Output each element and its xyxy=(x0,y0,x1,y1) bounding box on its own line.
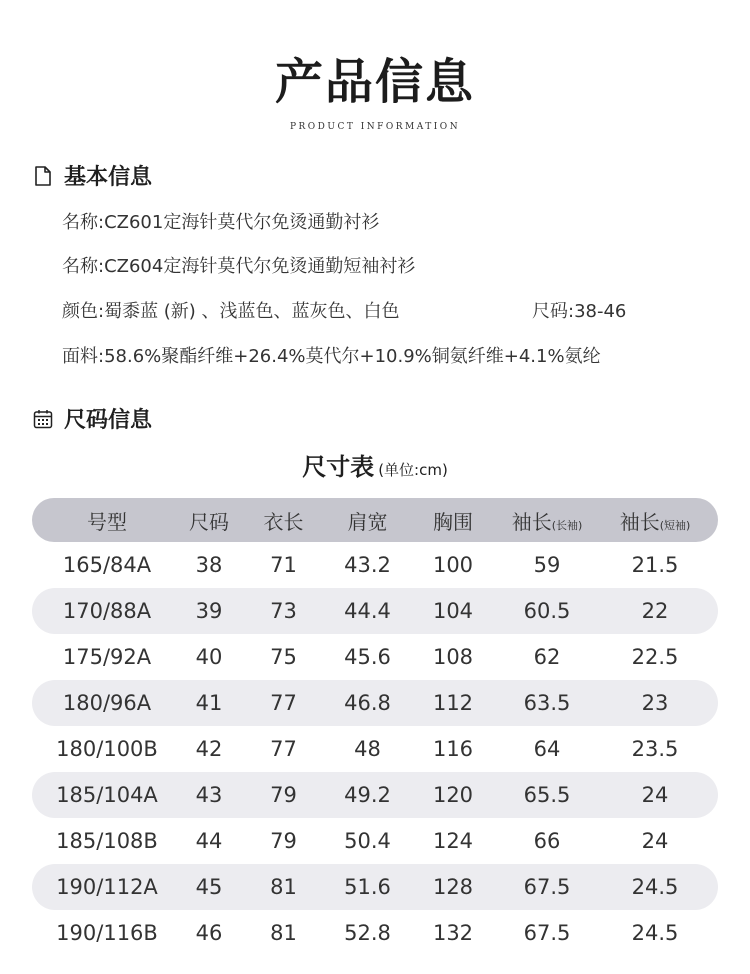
table-cell: 65.5 xyxy=(523,783,571,807)
table-cell: 185/104A xyxy=(56,783,158,807)
table-cell: 60.5 xyxy=(523,599,571,623)
table-cell: 73 xyxy=(270,599,297,623)
color-line xyxy=(62,297,627,323)
table-cell: 79 xyxy=(270,783,297,807)
page-header xyxy=(0,52,750,132)
table-cell: 62 xyxy=(533,645,561,669)
header-cell-short-sleeve: 袖长(短袖) xyxy=(619,509,691,534)
table-cell: 38 xyxy=(195,553,223,577)
table-cell: 67.5 xyxy=(523,875,571,899)
table-row xyxy=(32,726,718,772)
table-cell: 46 xyxy=(195,921,223,945)
table-cell: 43.2 xyxy=(344,553,391,577)
table-cell: 116 xyxy=(432,737,474,761)
table-cell: 45.6 xyxy=(344,645,391,669)
table-cell: 75 xyxy=(270,645,297,669)
table-cell: 49.2 xyxy=(344,783,391,807)
header-cell-size: 尺码 xyxy=(189,509,229,534)
table-cell: 81 xyxy=(270,921,297,945)
table-cell: 41 xyxy=(195,691,223,715)
table-cell: 23 xyxy=(641,691,669,715)
table-cell: 120 xyxy=(432,783,474,807)
table-cell: 44.4 xyxy=(344,599,391,623)
table-cell: 180/100B xyxy=(56,737,158,761)
basic-info-title: 基本信息 xyxy=(64,165,153,190)
table-cell: 100 xyxy=(432,553,474,577)
table-cell: 42 xyxy=(195,737,223,761)
table-cell: 23.5 xyxy=(631,737,679,761)
size-table xyxy=(32,498,718,956)
table-cell: 64 xyxy=(533,737,561,761)
table-cell: 190/112A xyxy=(56,875,158,899)
table-cell: 124 xyxy=(432,829,474,853)
header-cell-length: 衣长 xyxy=(263,509,304,534)
table-cell: 67.5 xyxy=(523,921,571,945)
table-cell: 40 xyxy=(195,645,223,669)
table-cell: 71 xyxy=(270,553,297,577)
basic-info-heading xyxy=(32,160,152,191)
table-cell: 43 xyxy=(195,783,223,807)
table-cell: 63.5 xyxy=(523,691,571,715)
size-range-text: 尺码:38-46 xyxy=(532,301,627,322)
table-cell: 66 xyxy=(533,829,561,853)
table-cell: 52.8 xyxy=(344,921,391,945)
header-cell-model: 号型 xyxy=(87,509,127,534)
header-cell-chest: 胸围 xyxy=(433,509,473,534)
table-cell: 24 xyxy=(641,783,669,807)
table-cell: 50.4 xyxy=(344,829,391,853)
table-cell: 170/88A xyxy=(62,599,152,623)
table-cell: 51.6 xyxy=(344,875,391,899)
fabric-line: 面料:58.6%聚酯纤维+26.4%莫代尔+10.9%铜氨纤维+4.1%氨纶 xyxy=(62,346,601,367)
table-cell: 24 xyxy=(641,829,669,853)
table-cell: 22 xyxy=(641,599,669,623)
table-row xyxy=(32,542,718,588)
table-row xyxy=(32,910,718,956)
table-cell: 79 xyxy=(270,829,297,853)
table-cell: 128 xyxy=(432,875,474,899)
size-info-heading xyxy=(32,403,152,434)
table-cell: 39 xyxy=(195,599,223,623)
table-cell: 165/84A xyxy=(62,553,152,577)
table-cell: 175/92A xyxy=(62,645,152,669)
table-row xyxy=(32,634,718,680)
table-cell: 59 xyxy=(533,553,561,577)
header-cell-shoulder: 肩宽 xyxy=(347,509,388,534)
table-cell: 112 xyxy=(432,691,474,715)
table-row xyxy=(32,772,718,818)
size-table-header xyxy=(32,498,718,542)
table-row xyxy=(32,864,718,910)
table-cell: 77 xyxy=(270,691,297,715)
size-table-title xyxy=(0,447,750,482)
table-cell: 81 xyxy=(270,875,297,899)
table-cell: 45 xyxy=(195,875,223,899)
page-subtitle: PRODUCT INFORMATION xyxy=(289,122,461,132)
table-cell: 180/96A xyxy=(62,691,152,715)
table-cell: 24.5 xyxy=(631,875,679,899)
table-cell: 185/108B xyxy=(56,829,158,853)
color-text: 颜色:蜀黍蓝 (新) 、浅蓝色、蓝灰色、白色 xyxy=(62,301,400,322)
calendar-icon xyxy=(32,408,54,430)
document-icon xyxy=(32,165,54,187)
table-cell: 46.8 xyxy=(344,691,391,715)
size-info-title: 尺码信息 xyxy=(64,408,153,433)
table-row xyxy=(32,818,718,864)
table-row xyxy=(32,680,718,726)
size-table-body xyxy=(32,542,718,956)
table-cell: 22.5 xyxy=(631,645,679,669)
product-name-2: 名称:CZ604定海针莫代尔免烫通勤短袖衬衫 xyxy=(62,256,416,277)
size-table-unit: (单位:cm) xyxy=(378,461,448,479)
table-row xyxy=(32,588,718,634)
table-cell: 108 xyxy=(432,645,474,669)
size-table-title-text: 尺寸表 xyxy=(302,453,375,481)
table-cell: 21.5 xyxy=(631,553,679,577)
product-name-1: 名称:CZ601定海针莫代尔免烫通勤衬衫 xyxy=(62,212,380,233)
table-cell: 48 xyxy=(354,737,381,761)
table-cell: 104 xyxy=(432,599,474,623)
table-cell: 77 xyxy=(270,737,297,761)
table-cell: 190/116B xyxy=(56,921,158,945)
header-cell-long-sleeve: 袖长(长袖) xyxy=(511,509,583,534)
table-cell: 44 xyxy=(195,829,223,853)
table-cell: 132 xyxy=(432,921,474,945)
page-title: 产品信息 xyxy=(274,54,475,110)
table-cell: 24.5 xyxy=(631,921,679,945)
